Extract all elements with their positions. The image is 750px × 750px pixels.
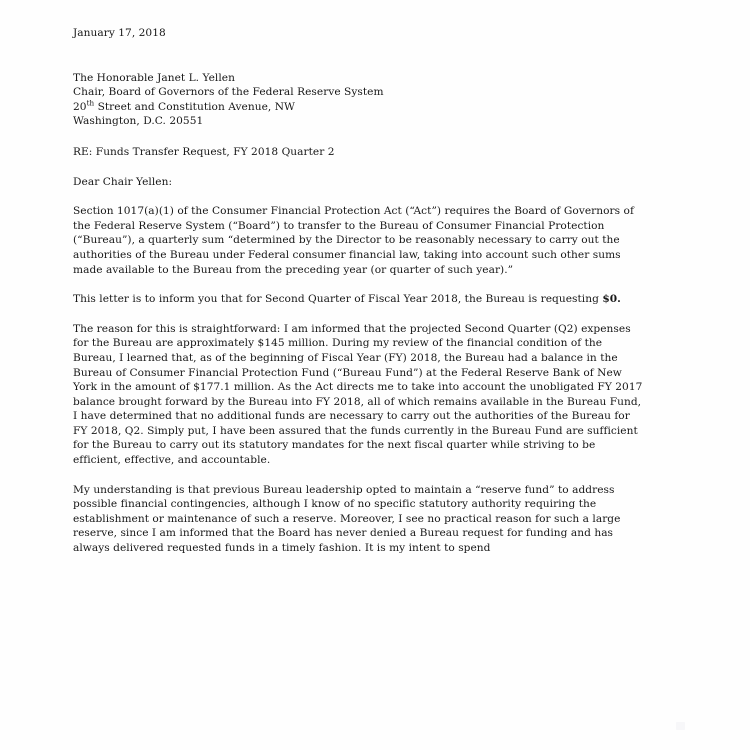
request-lead-text: This letter is to inform you that for Second Quarter of Fiscal Year 2018, the Bureau is requesting [73,293,603,306]
recipient-title: Chair, Board of Governors of the Federal Reserve System [73,86,384,99]
paragraph-request-amount [73,292,645,307]
recipient-address-block [73,71,645,129]
recipient-street [73,100,645,115]
spacer-after-subject [73,160,645,175]
spacer-paragraph-3 [73,468,645,483]
paragraph-rationale: The reason for this is straightforward: I am informed that the projected Second Quarter (Q2) expenses for the Bureau are approximately $145 million. During my review of the financial condition of the Bureau, I learned that, as of the beginning of Fiscal Year (FY) 2018, the Bureau had a balance in the Bureau of Consumer Financial Protection Fund (“Bureau Fund”) at the Federal Reserve Bank of New York in the amount of $177.1 million. As the Act directs me to take into account the unobligated FY 2017 balance brought forward by the Bureau into FY 2018, all of which remains available in the Bureau Fund, I have determined that no additional funds are necessary to carry out the authorities of the Bureau for FY 2018, Q2. Simply put, I have been assured that the funds currently in the Bureau Fund are sufficient for the Bureau to carry out its statutory mandates for the next fiscal quarter while striving to be efficient, effective, and accountable. [73,322,643,467]
spacer-after-address [73,129,645,145]
letter-body [73,22,645,556]
recipient-street-number: 20 [73,100,87,113]
spacer-after-salutation [73,189,645,204]
recipient-city-state-zip: Washington, D.C. 20551 [73,115,204,128]
requested-amount: $0. [602,293,621,306]
salutation: Dear Chair Yellen: [73,175,173,188]
spacer-paragraph-2 [73,307,645,322]
recipient-street-ordinal-suffix: th [86,98,95,108]
subject-line: RE: Funds Transfer Request, FY 2018 Quarter 2 [73,145,335,158]
recipient-name: The Honorable Janet L. Yellen [73,71,235,84]
scan-artifact [676,722,685,730]
recipient-street-name: Street and Constitution Avenue, NW [94,100,295,113]
spacer-paragraph-1 [73,277,645,292]
letter-date: January 17, 2018 [73,27,166,39]
spacer-after-date [73,41,645,71]
paragraph-reserve-fund: My understanding is that previous Bureau leadership opted to maintain a “reserve fund” to address possible financial contingencies, although I know of no specific statutory authority requiring the establishment or maintenance of such a reserve. Moreover, I see no practical reason for such a large reserve, since I am informed that the Board has never denied a Bureau request for funding and has always delivered requested funds in a timely fashion. It is my intent to spend [73,483,621,555]
paragraph-statutory-authority: Section 1017(a)(1) of the Consumer Financial Protection Act (“Act”) requires the Board of Governors of the Federal Reserve System (“Board”) to transfer to the Bureau of Consumer Financial Protection (“Bureau”), a quarterly sum “determined by the Director to be reasonably necessary to carry out the authorities of the Bureau under Federal consumer financial law, taking into account such other sums made available to the Bureau from the preceding year (or quarter of such year).” [73,205,634,276]
